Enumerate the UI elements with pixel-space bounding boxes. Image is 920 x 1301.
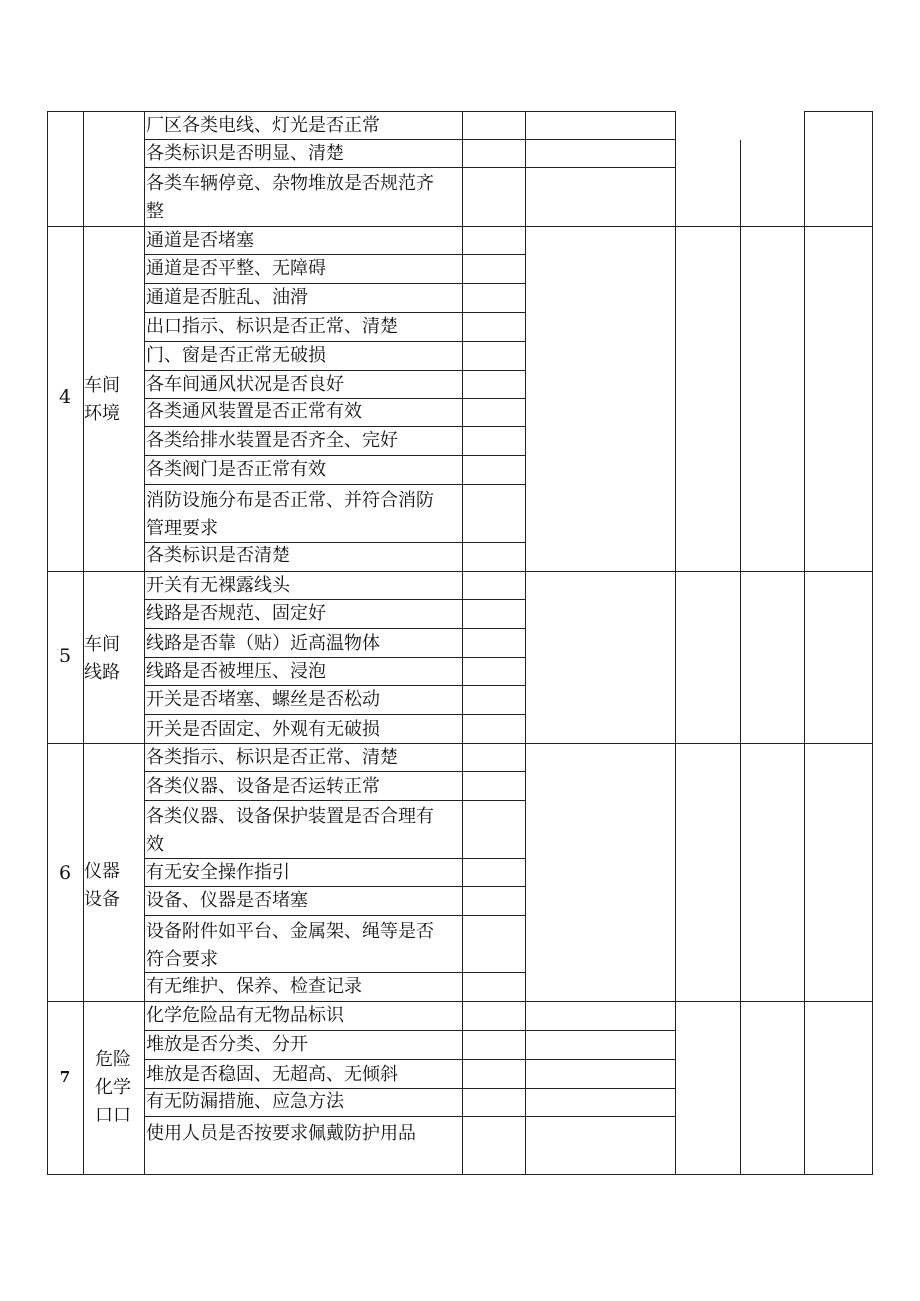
check-item: 各类仪器、设备保护装置是否合理有效 (146, 806, 434, 855)
check-item: 各类通风装置是否正常有效 (146, 401, 362, 422)
check-item: 设备、仪器是否堵塞 (146, 890, 308, 911)
table-border-left (47, 111, 48, 1175)
table-border-right (872, 111, 873, 1175)
row-divider (144, 771, 525, 772)
check-item: 通道是否脏乱、油滑 (146, 287, 308, 308)
check-item: 各类仪器、设备是否运转正常 (146, 776, 380, 797)
check-item: 有无维护、保养、检查记录 (146, 976, 362, 997)
section-number: 7 (59, 1068, 71, 1086)
section-category: 仪器 设备 (84, 861, 120, 910)
check-item: 各类标识是否清楚 (146, 545, 290, 566)
section-category: 车间 线路 (84, 634, 120, 683)
check-item: 出口指示、标识是否正常、清楚 (146, 316, 398, 337)
check-item: 厂区各类电线、灯光是否正常 (146, 115, 380, 136)
table-border-bottom (47, 1174, 872, 1175)
check-item: 线路是否靠（贴）近高温物体 (146, 633, 380, 654)
column-divider (144, 111, 145, 1175)
check-item: 各类车辆停竟、杂物堆放是否规范齐整 (146, 173, 434, 222)
check-item: 开关是否固定、外观有无破损 (146, 719, 380, 740)
column-divider (804, 111, 805, 1175)
check-item: 有无安全操作指引 (146, 862, 290, 883)
section-number: 4 (58, 386, 72, 408)
column-divider (462, 111, 463, 1175)
check-item: 化学危险品有无物品标识 (146, 1005, 344, 1026)
check-item: 有无防漏措施、应急方法 (146, 1091, 344, 1112)
check-item: 通道是否平整、无障碍 (146, 258, 326, 279)
check-item: 堆放是否分类、分开 (146, 1034, 308, 1055)
row-divider (144, 714, 525, 715)
check-item: 门、窗是否正常无破损 (146, 345, 326, 366)
row-divider (804, 111, 872, 112)
row-divider (144, 167, 675, 168)
section-category: 车间 环境 (84, 375, 120, 424)
check-item: 通道是否堵塞 (146, 230, 254, 251)
row-divider (144, 1116, 675, 1117)
row-divider (144, 915, 525, 916)
check-item: 设备附件如平台、金属架、绳等是否符合要求 (146, 921, 434, 970)
section-number: 5 (58, 645, 72, 667)
check-item: 开关有无裸露线头 (146, 575, 290, 596)
check-item: 各类阀门是否正常有效 (146, 459, 326, 480)
check-item: 各类指示、标识是否正常、清楚 (146, 747, 398, 768)
check-item: 使用人员是否按要求佩戴防护用品 (146, 1123, 416, 1144)
check-item: 消防设施分布是否正常、并符合消防管理要求 (146, 490, 434, 539)
section-number: 6 (58, 862, 72, 884)
check-item: 各类给排水装置是否齐全、完好 (146, 430, 398, 451)
check-item: 堆放是否稳固、无超高、无倾斜 (146, 1064, 398, 1085)
column-divider (675, 111, 676, 1175)
row-divider (144, 800, 525, 801)
check-item: 线路是否被埋压、浸泡 (146, 661, 326, 682)
column-divider (525, 111, 526, 1175)
check-item: 开关是否堵塞、螺丝是否松动 (146, 689, 380, 710)
check-item: 线路是否规范、固定好 (146, 603, 326, 624)
row-divider (144, 484, 525, 485)
row-divider (144, 1059, 675, 1060)
section-category: 危险 化学 口口 (95, 1049, 131, 1126)
row-divider (144, 628, 525, 629)
column-divider (740, 140, 741, 1175)
check-item: 各类标识是否明显、清楚 (146, 143, 344, 164)
check-item: 各车间通风状况是否良好 (146, 374, 344, 395)
